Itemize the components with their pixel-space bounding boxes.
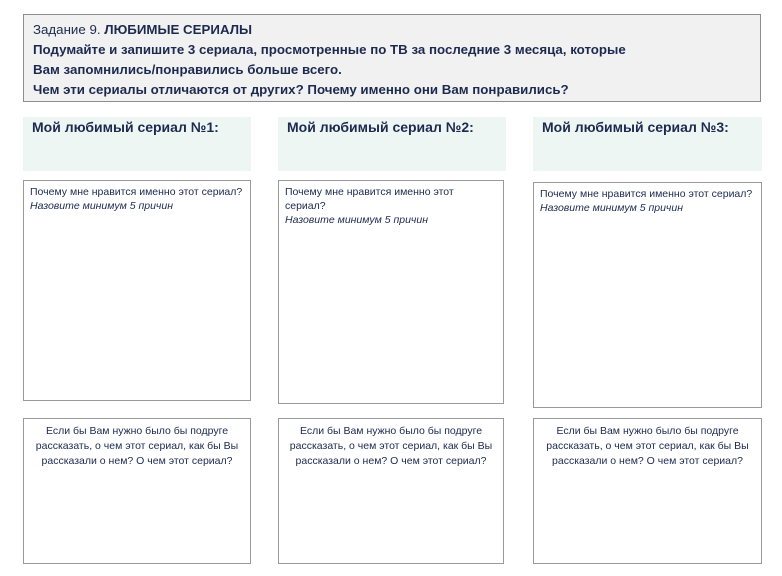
series-3-reasons-question: Почему мне нравится именно этот сериал?	[540, 188, 753, 200]
series-2-reasons-box[interactable]	[278, 180, 504, 404]
series-3-header: Мой любимый сериал №3:	[533, 117, 762, 171]
series-2-reasons-question: Почему мне нравится именно этот сериал?	[285, 186, 454, 212]
series-3-reasons-hint: Назовите минимум 5 причин	[540, 202, 683, 214]
task-title	[33, 20, 751, 40]
task-number: Задание 9.	[33, 22, 105, 37]
series-1-header: Мой любимый сериал №1:	[23, 117, 251, 171]
task-instruction-line-2: Вам запомнились/понравились больше всего.	[33, 62, 342, 77]
task-instruction-line-1: Подумайте и запишите 3 сериала, просмотренные по ТВ за последние 3 месяца, которые	[33, 42, 626, 57]
task-title-main: ЛЮБИМЫЕ СЕРИАЛЫ	[104, 22, 253, 37]
series-1-reasons-question: Почему мне нравится именно этот сериал?	[30, 186, 243, 198]
series-1-reasons-box[interactable]	[23, 180, 251, 401]
task-instruction-line-3: Чем эти сериалы отличаются от других? Почему именно они Вам понравились?	[33, 82, 569, 97]
series-3-description-prompt: Если бы Вам нужно было бы подруге рассказать, о чем этот сериал, как бы Вы рассказали о нем? О чем этот сериал?	[546, 425, 749, 467]
task-box	[23, 14, 761, 102]
series-1-reasons-hint: Назовите минимум 5 причин	[30, 200, 173, 212]
series-2-description-prompt: Если бы Вам нужно было бы подруге рассказать, о чем этот сериал, как бы Вы рассказали о нем? О чем этот сериал?	[289, 425, 493, 467]
series-2-description-box[interactable]	[278, 418, 504, 564]
series-1-description-prompt: Если бы Вам нужно было бы подруге рассказать, о чем этот сериал, как бы Вы рассказали о нем? О чем этот сериал?	[35, 425, 239, 467]
series-2-reasons-hint: Назовите минимум 5 причин	[285, 214, 428, 226]
series-1-description-box[interactable]	[23, 418, 251, 564]
series-2-header: Мой любимый сериал №2:	[278, 117, 506, 171]
series-3-reasons-box[interactable]	[533, 182, 762, 408]
series-3-description-box[interactable]	[533, 418, 762, 564]
